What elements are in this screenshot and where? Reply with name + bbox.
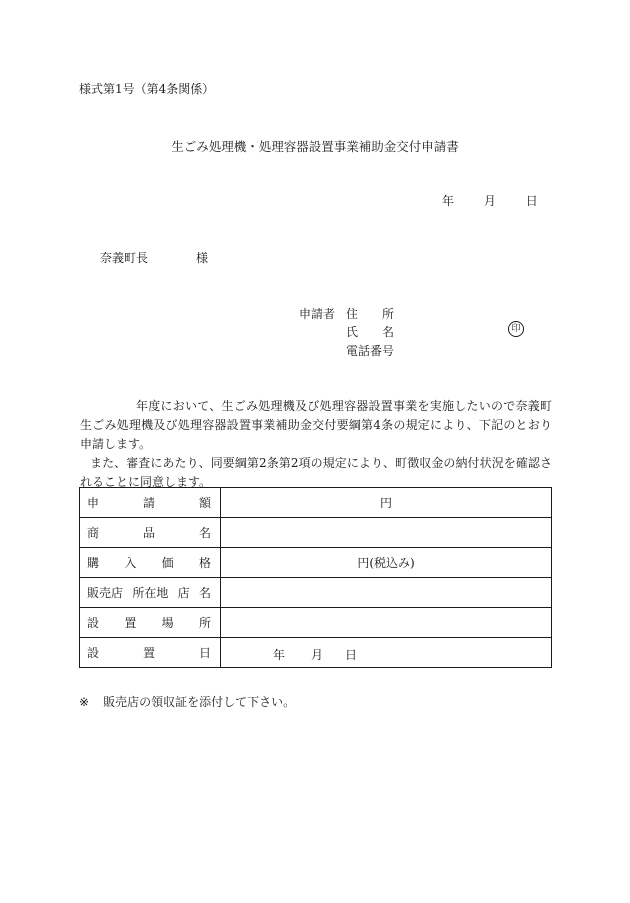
label-char: 所 [198, 616, 211, 630]
note-text: 販売店の領収証を添付して下さい。 [103, 695, 296, 709]
label-char: 申 [87, 496, 100, 510]
row-label-location [80, 608, 221, 638]
row-label-install-date [80, 638, 221, 668]
table-row [80, 638, 552, 668]
label-char: 購 [87, 556, 100, 570]
label-char: 品 [142, 526, 155, 540]
store-field[interactable] [221, 578, 552, 608]
applicant-label: 申請者 [299, 307, 336, 321]
statement-paragraph-1: 年度において、生ごみ処理機及び処理容器設置事業を実施したいので奈義町生ごみ処理機及び処理容器設置事業補助金交付要綱第4条の規定により、下記のとおり申請します。 [80, 399, 552, 451]
application-table [79, 487, 552, 668]
table-row [80, 548, 552, 578]
document-title: 生ごみ処理機・処理容器設置事業補助金交付申請書 [171, 139, 459, 154]
addressee-honorific: 様 [196, 251, 209, 265]
submission-date [442, 192, 538, 209]
install-year: 年 [273, 648, 286, 662]
row-label-store [80, 578, 221, 608]
label-char: 販売店 [87, 586, 124, 600]
label-char: 入 [124, 556, 137, 570]
addressee-name: 奈義町長 [100, 251, 149, 265]
label-char: 置 [142, 646, 155, 660]
label-char: 格 [198, 556, 211, 570]
statement-paragraph-2: また、審査にあたり、同要綱第2条第2項の規定により、町徴収金の納付状況を確認されることに同意します。 [80, 456, 552, 489]
location-field[interactable] [221, 608, 552, 638]
applicant-name-label: 氏 名 [346, 325, 395, 339]
table-row [80, 518, 552, 548]
date-day: 日 [525, 194, 538, 208]
label-char: 名 [198, 526, 211, 540]
price-unit: 円(税込み) [357, 556, 415, 570]
table-row [80, 488, 552, 518]
note-mark: ※ [79, 695, 90, 709]
label-char: 額 [198, 496, 211, 510]
install-day: 日 [345, 648, 358, 662]
label-char: 置 [124, 616, 137, 630]
date-month: 月 [483, 194, 496, 208]
label-char: 所在地 [132, 586, 169, 600]
footnote [79, 693, 295, 710]
applicant-phone-label: 電話番号 [346, 344, 395, 358]
install-month: 月 [311, 648, 324, 662]
form-number: 様式第1号（第4条関係） [79, 82, 215, 96]
row-label-amount [80, 488, 221, 518]
amount-field[interactable] [221, 488, 552, 518]
addressee [100, 249, 208, 266]
label-char: 商 [87, 526, 100, 540]
install-date-field[interactable] [221, 638, 552, 668]
label-char: 名 [198, 586, 211, 600]
application-statement [80, 397, 552, 492]
date-year: 年 [442, 194, 455, 208]
label-char: 価 [161, 556, 174, 570]
amount-unit: 円 [379, 496, 392, 510]
table-row [80, 608, 552, 638]
label-char: 日 [198, 646, 211, 660]
label-char: 店 [177, 586, 190, 600]
price-field[interactable] [221, 548, 552, 578]
label-char: 請 [142, 496, 155, 510]
label-char: 場 [161, 616, 174, 630]
row-label-price [80, 548, 221, 578]
applicant-address-label: 住 所 [346, 307, 395, 321]
row-label-product [80, 518, 221, 548]
table-row [80, 578, 552, 608]
label-char: 設 [87, 616, 100, 630]
label-char: 設 [87, 646, 100, 660]
product-name-field[interactable] [221, 518, 552, 548]
seal-mark: 印 [508, 321, 524, 337]
